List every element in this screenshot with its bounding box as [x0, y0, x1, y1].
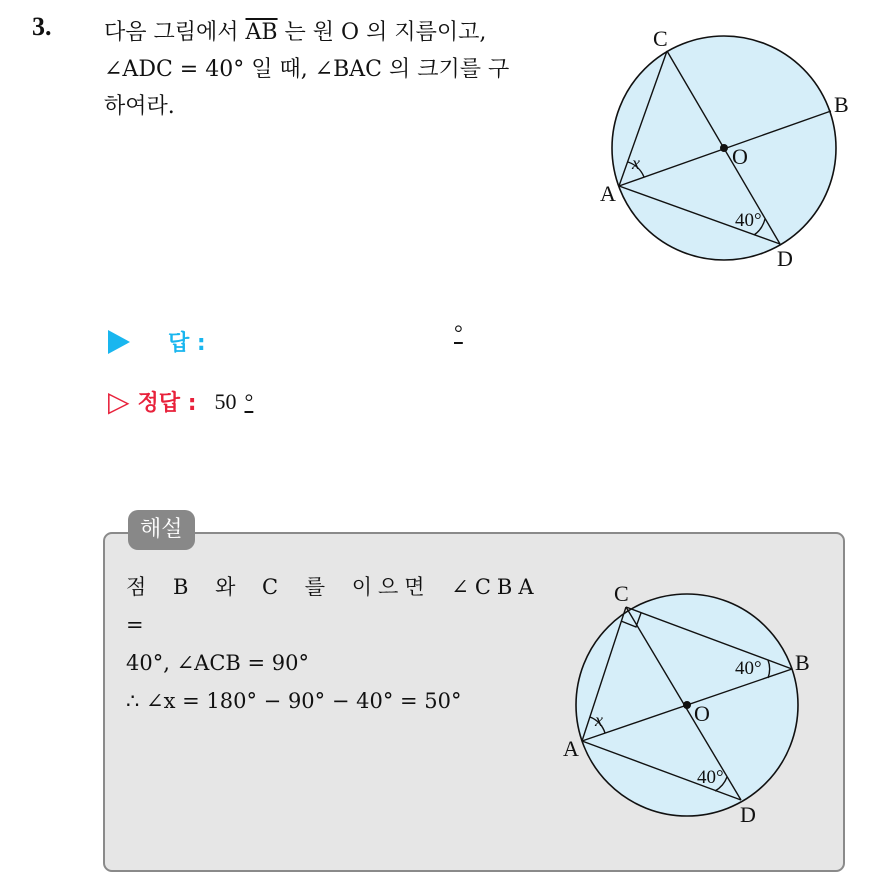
figure2-label-d: D	[740, 802, 756, 827]
figure1-center-dot	[720, 144, 728, 152]
answer-row	[108, 326, 206, 357]
question-line-1	[104, 14, 584, 51]
question-line-3: 하여라.	[104, 94, 175, 119]
figure1-label-o: O	[732, 144, 748, 169]
figure2-label-o: O	[694, 701, 710, 726]
circle-figure-2	[556, 578, 826, 832]
figure1-label-d: D	[777, 246, 793, 271]
solution-line-1: 점 B 와 C 를 이으면 ∠CBA =	[126, 575, 540, 637]
figure1-label-x: x	[632, 153, 640, 173]
answer-label: 답 :	[168, 331, 206, 356]
correct-label: 정답 :	[137, 391, 197, 416]
figure1-label-c: C	[653, 26, 668, 51]
solution-text	[126, 568, 546, 720]
solution-tag: 해설	[128, 510, 195, 550]
answer-unit	[454, 320, 463, 346]
question-line-1-post: 는 원 O 의 지름이고,	[277, 20, 487, 45]
figure2-center-dot	[683, 701, 691, 709]
question-line-1-pre: 다음 그림에서	[104, 20, 246, 45]
correct-triangle-icon: ▷	[108, 384, 130, 418]
figure2-label-c: C	[614, 581, 629, 606]
solution-line-2: 40°, ∠ACB = 90°	[126, 651, 310, 675]
answer-triangle-icon	[108, 330, 130, 354]
figure2-label-b: B	[795, 650, 810, 675]
segment-ab: $\overline{AB}$	[245, 20, 278, 45]
correct-answer-row	[108, 386, 253, 417]
figure2-label-40-d: 40°	[697, 767, 724, 788]
correct-unit: °	[244, 388, 254, 414]
figure1-label-a: A	[600, 181, 616, 206]
figure2-label-x: x	[595, 710, 603, 730]
question-number: 3.	[32, 12, 52, 41]
circle-figure-1	[596, 22, 864, 277]
question-line-2: ∠ADC = 40° 일 때, ∠BAC 의 크기를 구	[104, 57, 510, 82]
figure2-label-40-b: 40°	[735, 658, 762, 679]
figure2-label-a: A	[563, 736, 579, 761]
figure1-label-40: 40°	[735, 210, 762, 231]
solution-line-3: ∴ ∠x = 180° − 90° − 40° = 50°	[126, 689, 462, 713]
answer-unit-text: °	[454, 320, 463, 345]
question-text	[104, 14, 584, 125]
correct-value: 50	[214, 388, 237, 414]
figure1-label-b: B	[834, 92, 849, 117]
